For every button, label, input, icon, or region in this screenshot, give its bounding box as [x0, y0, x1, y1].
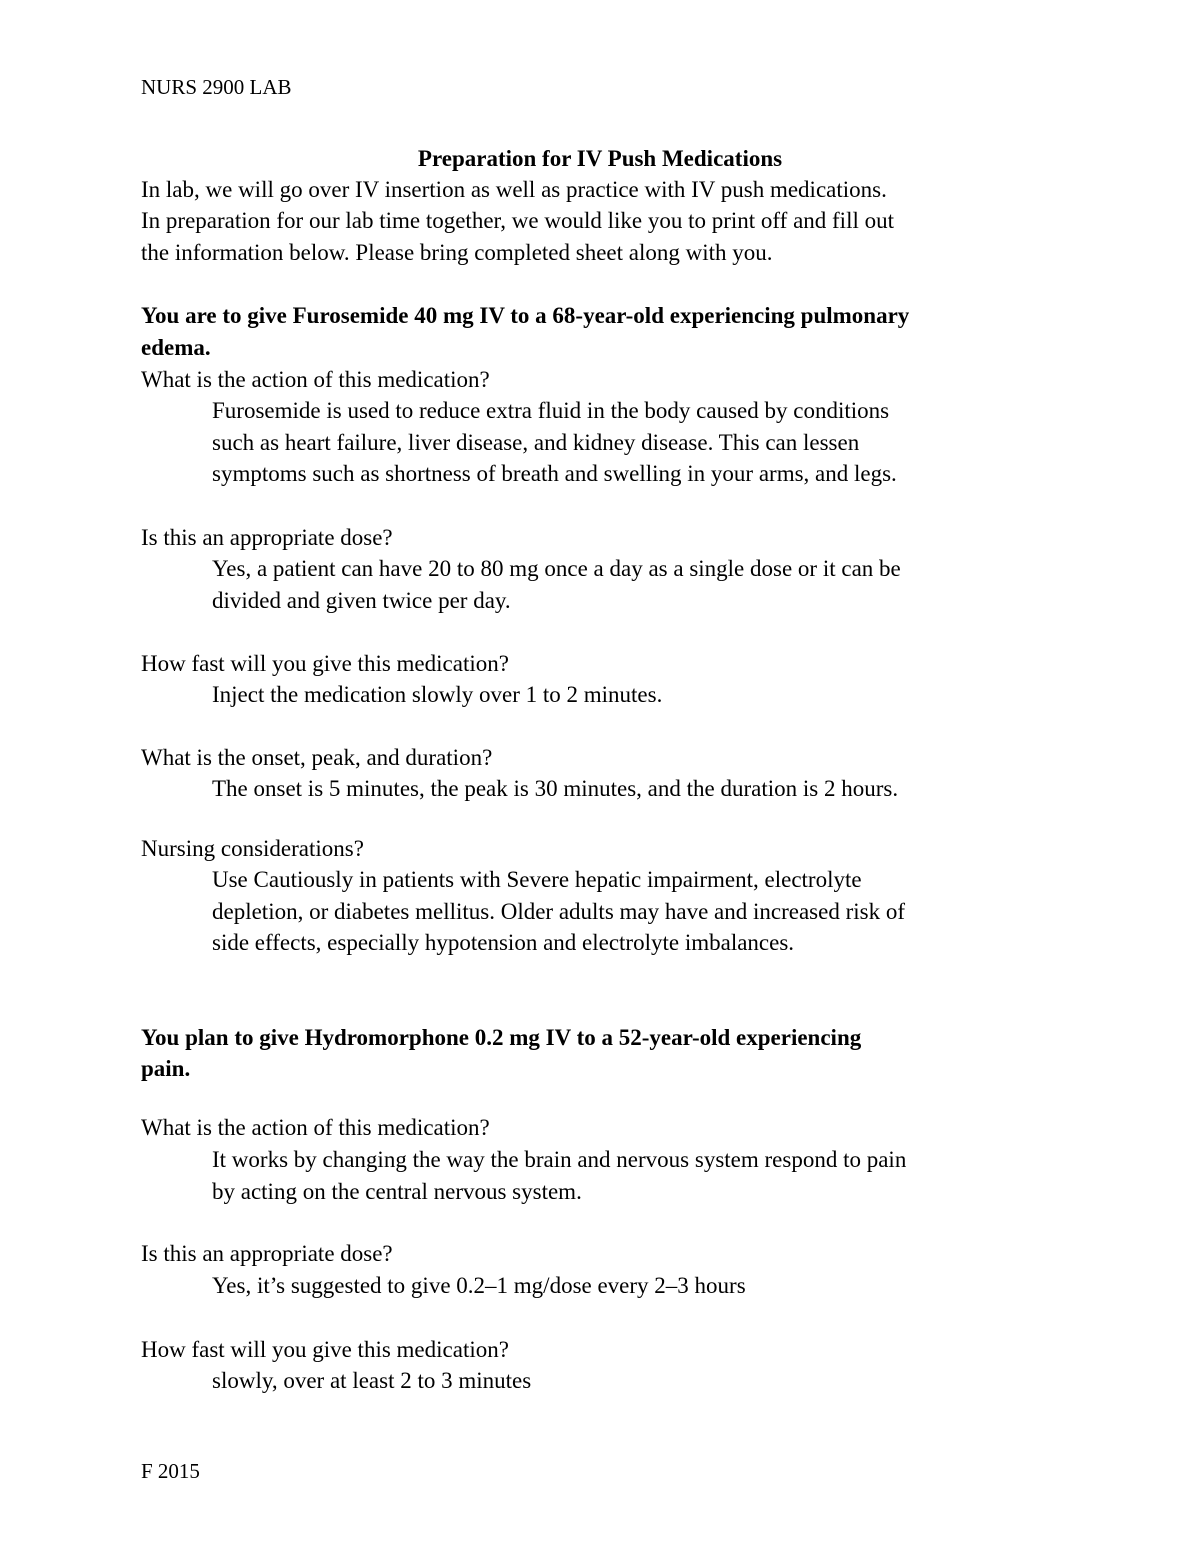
- scenario-prompt-line: You plan to give Hydromorphone 0.2 mg IV to a 52-year-old experiencing: [141, 1025, 862, 1050]
- answer-line: Yes, it’s suggested to give 0.2–1 mg/dose every 2–3 hours: [212, 1273, 746, 1298]
- answer-line: Use Cautiously in patients with Severe hepatic impairment, electrolyte: [212, 867, 862, 892]
- answer-line: by acting on the central nervous system.: [212, 1178, 582, 1204]
- answer-line: such as heart failure, liver disease, and kidney disease. This can lessen: [212, 429, 860, 455]
- answer-line: slowly, over at least 2 to 3 minutes: [212, 1368, 532, 1393]
- answer-dose: [212, 553, 1072, 616]
- question-onset: What is the onset, peak, and duration?: [141, 745, 493, 770]
- answer-line: divided and given twice per day.: [212, 587, 511, 613]
- answer-rate: [212, 1365, 1072, 1397]
- answer-line: side effects, especially hypotension and electrolyte imbalances.: [212, 930, 795, 955]
- answer-action: [212, 1144, 1072, 1207]
- intro-line: In lab, we will go over IV insertion as well as practice with IV push medications.: [141, 177, 887, 202]
- scenario-prompt-line: pain.: [141, 1056, 191, 1081]
- intro-line: In preparation for our lab time together, we would like you to print off and fill out: [141, 208, 894, 233]
- question-rate: How fast will you give this medication?: [141, 651, 509, 676]
- question-dose: Is this an appropriate dose?: [141, 525, 393, 550]
- page-header-course: NURS 2900 LAB: [141, 75, 292, 99]
- answer-line: The onset is 5 minutes, the peak is 30 minutes, and the duration is 2 hours.: [212, 776, 899, 801]
- answer-nursing: [212, 864, 1072, 959]
- answer-line: symptoms such as shortness of breath and swelling in your arms, and legs.: [212, 461, 897, 486]
- answer-rate: [212, 679, 1072, 711]
- question-dose: Is this an appropriate dose?: [141, 1241, 393, 1266]
- answer-line: Inject the medication slowly over 1 to 2 minutes.: [212, 682, 663, 707]
- page-footer-term: F 2015: [141, 1459, 200, 1483]
- question-action: What is the action of this medication?: [141, 1115, 490, 1140]
- question-action: What is the action of this medication?: [141, 367, 490, 392]
- scenario-prompt-line: You are to give Furosemide 40 mg IV to a 68-year-old experiencing pulmonary: [141, 303, 910, 328]
- scenario-prompt-line: edema.: [141, 335, 211, 360]
- answer-onset: [212, 773, 1072, 805]
- intro-line: the information below. Please bring completed sheet along with you.: [141, 240, 773, 265]
- question-nursing: Nursing considerations?: [141, 836, 364, 861]
- answer-line: depletion, or diabetes mellitus. Older adults may have and increased risk of: [212, 898, 905, 924]
- answer-dose: [212, 1270, 1072, 1302]
- answer-line: Yes, a patient can have 20 to 80 mg once a day as a single dose or it can be: [212, 556, 901, 581]
- answer-line: Furosemide is used to reduce extra fluid in the body caused by conditions: [212, 398, 890, 423]
- answer-action: [212, 395, 1072, 490]
- answer-line: It works by changing the way the brain and nervous system respond to pain: [212, 1147, 907, 1172]
- page-title: Preparation for IV Push Medications: [417, 146, 783, 171]
- question-rate: How fast will you give this medication?: [141, 1337, 509, 1362]
